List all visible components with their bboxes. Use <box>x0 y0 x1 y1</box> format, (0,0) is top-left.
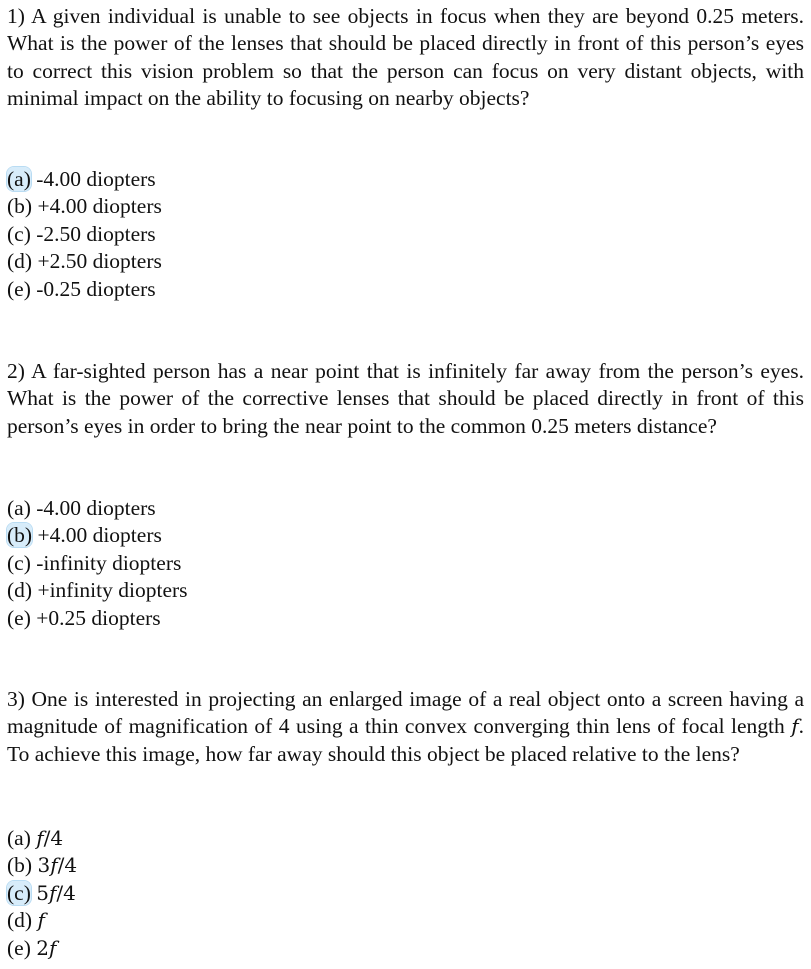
question-2-stem: 2) A far-sighted person has a near point that is infinitely far away from the person’s eyes. What is the power of the corrective lenses that should be placed directly in front of this person’s eyes in order to bring the near point to the common 0.25 meters distance? <box>7 359 804 438</box>
option-math <box>37 908 44 932</box>
option-letter: (c) <box>7 550 31 575</box>
option-3e[interactable] <box>7 935 77 962</box>
option-letter: (d) <box>7 908 33 933</box>
focal-length-symbol <box>791 714 798 738</box>
option-1d[interactable] <box>7 248 162 275</box>
option-text: -2.50 diopters <box>30 221 156 246</box>
option-3d[interactable] <box>7 907 77 934</box>
option-letter: (d) <box>7 578 33 603</box>
option-letter: (a) <box>7 826 31 850</box>
option-letter-selected: (a) <box>7 167 31 191</box>
question-3-options <box>7 825 77 962</box>
option-text: +4.00 diopters <box>32 194 162 219</box>
math-variable: f <box>50 853 58 878</box>
math-variable: f <box>48 880 57 905</box>
option-letter: (e) <box>7 605 31 630</box>
question-3-stem <box>7 686 804 768</box>
math-variable: f <box>36 826 44 850</box>
question-3 <box>7 686 804 960</box>
option-letter: (e) <box>7 935 31 960</box>
math-tail: /4 <box>57 853 78 878</box>
option-2b[interactable] <box>7 522 188 549</box>
option-3a[interactable] <box>7 825 77 852</box>
option-1b[interactable] <box>7 193 162 220</box>
option-text: +0.25 diopters <box>30 605 161 630</box>
stem-text: 3) One is interested in projecting an enlarged image of a real object onto a screen having a magnitude of magnification of 4 using a thin convex converging thin lens of focal length <box>7 687 804 739</box>
question-1-stem: 1) A given individual is unable to see objects in focus when they are beyond 0.25 meters. What is the power of the lenses that should be placed directly in front of this person’s eyes to correct this vision problem so that the person can focus on very distant objects, with minimal impact on the ability to focusing on nearby objects? <box>7 4 804 111</box>
option-2d[interactable] <box>7 577 188 604</box>
option-letter: (b) <box>7 194 33 219</box>
question-2-options <box>7 495 188 632</box>
option-math <box>37 853 77 877</box>
math-coefficient: 3 <box>37 853 51 878</box>
stem-text: . To achieve this image, how far away should this object be placed relative to the lens? <box>7 714 804 766</box>
math-tail: /4 <box>43 826 64 850</box>
option-math <box>36 936 56 960</box>
option-text: -0.25 diopters <box>30 276 156 301</box>
option-letter-selected: (c) <box>7 880 31 905</box>
option-text: -4.00 diopters <box>30 167 156 191</box>
option-letter: (e) <box>7 276 31 301</box>
option-letter: (c) <box>7 221 31 246</box>
option-text: +infinity diopters <box>32 578 188 603</box>
math-variable: f <box>791 714 799 739</box>
option-math <box>36 881 76 905</box>
option-text: +2.50 diopters <box>32 249 162 274</box>
math-tail: /4 <box>56 880 76 905</box>
option-2c[interactable] <box>7 550 188 577</box>
math-coefficient: 2 <box>36 935 49 960</box>
option-2a[interactable] <box>7 495 188 522</box>
option-1e[interactable] <box>7 276 162 303</box>
option-text: -infinity diopters <box>30 550 182 575</box>
question-2 <box>7 358 804 630</box>
math-coefficient: 5 <box>36 880 49 905</box>
math-variable: f <box>37 908 45 933</box>
option-3c[interactable] <box>7 880 77 907</box>
option-text: +4.00 diopters <box>32 523 162 548</box>
question-1 <box>7 3 804 301</box>
option-letter: (b) <box>7 853 33 878</box>
option-letter-selected: (b) <box>7 523 33 548</box>
option-1a[interactable] <box>7 166 162 193</box>
option-letter: (d) <box>7 249 33 274</box>
math-variable: f <box>48 935 57 960</box>
option-text: -4.00 diopters <box>30 496 156 520</box>
question-1-options <box>7 166 162 303</box>
option-3b[interactable] <box>7 852 77 879</box>
option-1c[interactable] <box>7 221 162 248</box>
option-math <box>36 826 63 850</box>
option-letter: (a) <box>7 496 31 520</box>
option-2e[interactable] <box>7 605 188 632</box>
